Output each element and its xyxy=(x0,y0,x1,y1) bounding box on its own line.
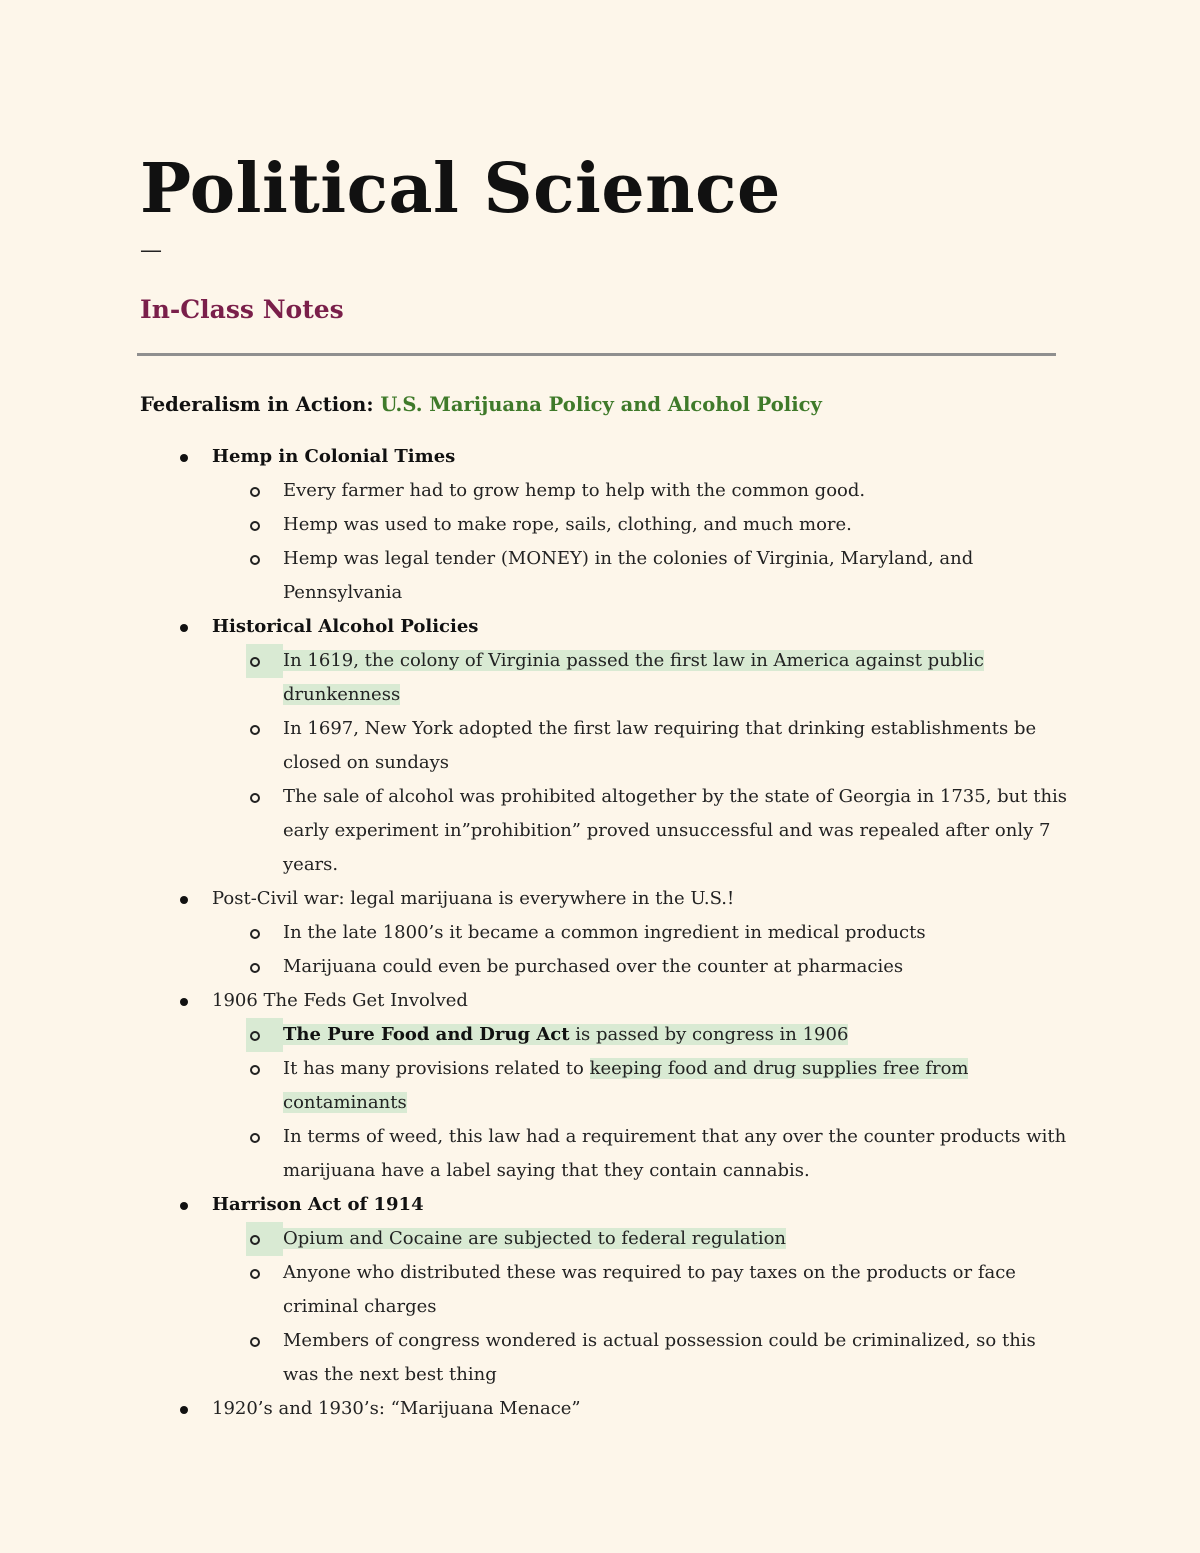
sub-list-item xyxy=(140,916,1070,950)
page-title: Political Science xyxy=(140,149,781,229)
list-item-label: 1920’s and 1930’s: “Marijuana Menace” xyxy=(212,1398,581,1419)
sub-list-item-text: In the late 1800’s it became a common ingredient in medical products xyxy=(283,922,926,943)
sub-list-item-text: Members of congress wondered is actual possession could be criminalized, so this was the next best thing xyxy=(283,1330,1036,1385)
circle-bullet-icon xyxy=(250,793,260,803)
sub-list-item-text: Every farmer had to grow hemp to help with the common good. xyxy=(283,480,866,501)
bullet-icon xyxy=(180,998,188,1006)
sub-list-item xyxy=(140,1222,1070,1256)
list-item xyxy=(140,984,1070,1018)
circle-bullet-icon xyxy=(250,963,260,973)
list-item xyxy=(140,1392,1070,1426)
sub-list-item xyxy=(140,950,1070,984)
highlighted-text: Opium and Cocaine are subjected to federal regulation xyxy=(283,1228,787,1249)
list-item-label: Post-Civil war: legal marijuana is everywhere in the U.S.! xyxy=(212,888,735,909)
list-item-label: Hemp in Colonial Times xyxy=(212,446,456,467)
sub-list-item xyxy=(140,644,1070,712)
list-item-label: Historical Alcohol Policies xyxy=(212,616,479,637)
highlighted-text: keeping food and drug supplies free from contaminants xyxy=(283,1058,969,1113)
circle-bullet-icon xyxy=(250,1065,260,1075)
page-subtitle: In-Class Notes xyxy=(140,295,344,324)
list-item xyxy=(140,610,1070,644)
bullet-icon xyxy=(180,1202,188,1210)
sub-list-item-text: It has many provisions related to xyxy=(283,1058,590,1079)
circle-bullet-icon xyxy=(250,555,260,565)
horizontal-rule xyxy=(137,353,1056,356)
sub-list-item xyxy=(140,508,1070,542)
sub-list-item xyxy=(140,712,1070,780)
sub-list-item xyxy=(140,1018,1070,1052)
list-item-label: Harrison Act of 1914 xyxy=(212,1194,424,1215)
circle-bullet-icon xyxy=(250,725,260,735)
circle-bullet-icon xyxy=(250,1031,260,1041)
section-heading xyxy=(140,389,822,421)
bullet-icon xyxy=(180,624,188,632)
sub-list-item xyxy=(140,474,1070,508)
sub-list-item-text: Hemp was legal tender (MONEY) in the colonies of Virginia, Maryland, and Pennsylvania xyxy=(283,548,974,603)
sub-list-item xyxy=(140,542,1070,610)
list-item xyxy=(140,440,1070,474)
circle-bullet-icon xyxy=(250,1235,260,1245)
bullet-icon xyxy=(180,1406,188,1414)
sub-list-item-text: The sale of alcohol was prohibited altogether by the state of Georgia in 1735, but this early experiment in”prohibition” proved unsuccessful and was repealed after only 7 years. xyxy=(283,786,1068,875)
sub-list-item xyxy=(140,1120,1070,1188)
sub-list-item-text: Hemp was used to make rope, sails, clothing, and much more. xyxy=(283,514,852,535)
circle-bullet-icon xyxy=(250,521,260,531)
list-item-label: 1906 The Feds Get Involved xyxy=(212,990,468,1011)
bullet-icon xyxy=(180,454,188,462)
circle-bullet-icon xyxy=(250,487,260,497)
bullet-icon xyxy=(180,896,188,904)
sub-list-item-text: In terms of weed, this law had a requirement that any over the counter products with marijuana have a label saying that they contain cannabis. xyxy=(283,1126,1067,1181)
title-dash: — xyxy=(140,238,162,263)
sub-list-item-text: is passed by congress in 1906 xyxy=(569,1024,849,1045)
act-name: The Pure Food and Drug Act xyxy=(283,1024,570,1045)
circle-bullet-icon xyxy=(250,1337,260,1347)
sub-list-item-text: Anyone who distributed these was required to pay taxes on the products or face criminal charges xyxy=(283,1262,1016,1317)
sub-list-item xyxy=(140,1256,1070,1324)
list-item xyxy=(140,882,1070,916)
sub-list-item xyxy=(140,1052,1070,1120)
sub-list-item-text: Marijuana could even be purchased over the counter at pharmacies xyxy=(283,956,904,977)
list-item xyxy=(140,1188,1070,1222)
section-heading-accent: U.S. Marijuana Policy and Alcohol Policy xyxy=(380,393,822,416)
circle-bullet-icon xyxy=(250,1133,260,1143)
notes-list xyxy=(140,440,1070,1426)
sub-list-item xyxy=(140,780,1070,882)
circle-bullet-icon xyxy=(250,657,260,667)
section-heading-prefix: Federalism in Action: xyxy=(140,393,381,416)
sub-list-item-text: In 1697, New York adopted the first law requiring that drinking establishments be closed on sundays xyxy=(283,718,1037,773)
circle-bullet-icon xyxy=(250,1269,260,1279)
highlighted-text: In 1619, the colony of Virginia passed the first law in America against public drunkenness xyxy=(283,650,984,705)
circle-bullet-icon xyxy=(250,929,260,939)
sub-list-item xyxy=(140,1324,1070,1392)
